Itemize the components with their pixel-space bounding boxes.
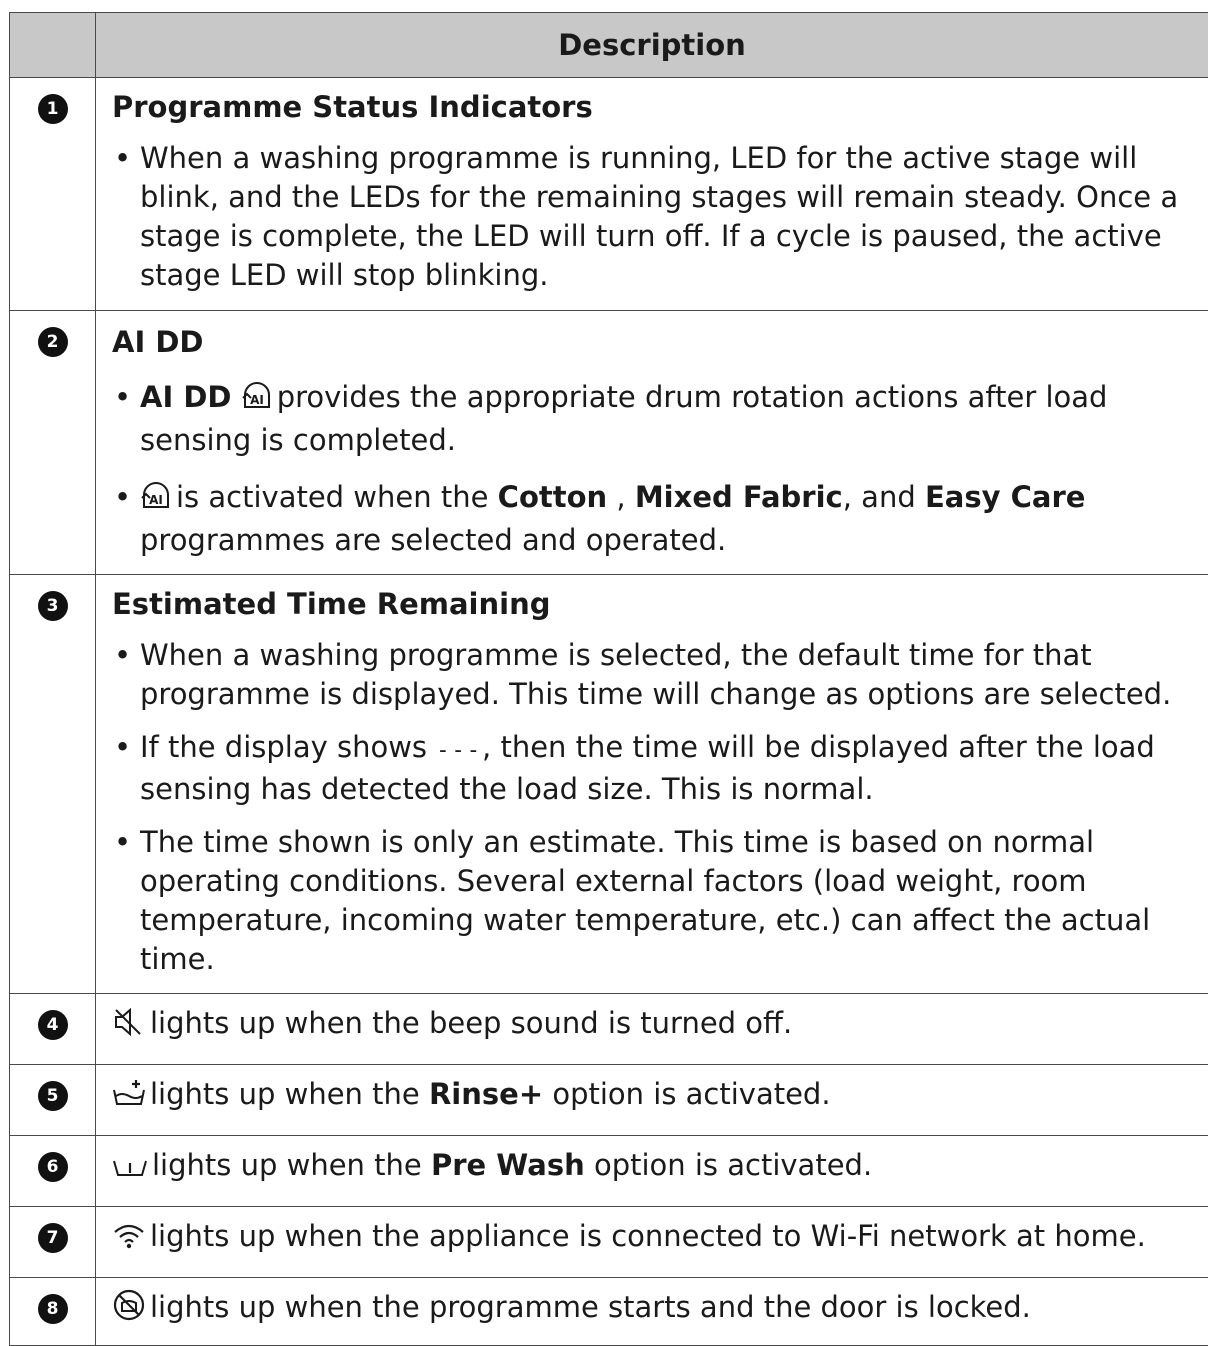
table-row: 7 lights up when the appliance is connected to Wi-Fi network at home.: [10, 1207, 1208, 1278]
bullet-item: • The time shown is only an estimate. This time is based on normal operating conditions. Several external factors (load weight, room temperature, incoming water temperature, etc.) can affect the actual time.: [112, 823, 1200, 979]
ai-icon: [140, 481, 172, 521]
bullet-item: • If the display shows ---, then the time will be displayed after the load sensing has detected the load size. This is normal.: [112, 728, 1200, 809]
wifi-icon: [112, 1220, 146, 1260]
rinse-plus-icon: [112, 1078, 146, 1118]
item-number-badge: 1: [38, 94, 68, 124]
svg-text:AI: AI: [250, 393, 264, 407]
item-number-badge: 5: [38, 1081, 68, 1111]
description-column-header: Description: [96, 13, 1208, 78]
item-number-badge: 7: [38, 1223, 68, 1253]
table-row: 5 lights up when the Rinse+ option is activated.: [10, 1065, 1208, 1136]
item-number-badge: 3: [38, 591, 68, 621]
table-row: [10, 78, 1208, 311]
table-row: [10, 311, 1208, 575]
table-row: 6 lights up when the Pre Wash option is activated.: [10, 1136, 1208, 1207]
table-row: 8 lights up when the programme starts and the door is locked.: [10, 1278, 1208, 1346]
item-number-badge: 8: [38, 1294, 68, 1324]
svg-text:AI: • AI: [149, 493, 163, 507]
table-row: 4 lights up when the beep sound is turned off.: [10, 994, 1208, 1065]
bullet-item: • When a washing programme is selected, the default time for that programme is displayed. This time will change as options are selected.: [112, 636, 1200, 714]
bullet-item: • When a washing programme is running, LED for the active stage will blink, and the LEDs for the remaining stages will remain steady. Once a stage is complete, the LED will turn off. If a cycle is paused, the active stage LED will stop blinking.: [112, 139, 1200, 295]
bullet-item: • AI DD AI provides the appropriate drum rotation actions after load sensing is completed.: [112, 378, 1200, 460]
mute-icon: [112, 1007, 146, 1047]
description-table: [9, 12, 1208, 1346]
ai-icon: [241, 381, 273, 421]
item-number-badge: 4: [38, 1010, 68, 1040]
row-title: AI DD: [112, 323, 1200, 362]
bullet-item: • AI is activated when the Cotton , Mixed Fabric, and Easy Care programmes are selected and operated.: [112, 478, 1200, 560]
table-row: [10, 575, 1208, 994]
table-header-row: [10, 13, 1208, 78]
row-title: Programme Status Indicators: [112, 88, 1200, 127]
number-column-header: [10, 13, 96, 78]
dashes-display: ---: [436, 738, 482, 763]
item-number-badge: 6: [38, 1152, 68, 1182]
item-number-badge: 2: [38, 327, 68, 357]
pre-wash-icon: [112, 1149, 148, 1189]
door-lock-icon: [112, 1289, 146, 1331]
row-title: Estimated Time Remaining: [112, 585, 1200, 624]
